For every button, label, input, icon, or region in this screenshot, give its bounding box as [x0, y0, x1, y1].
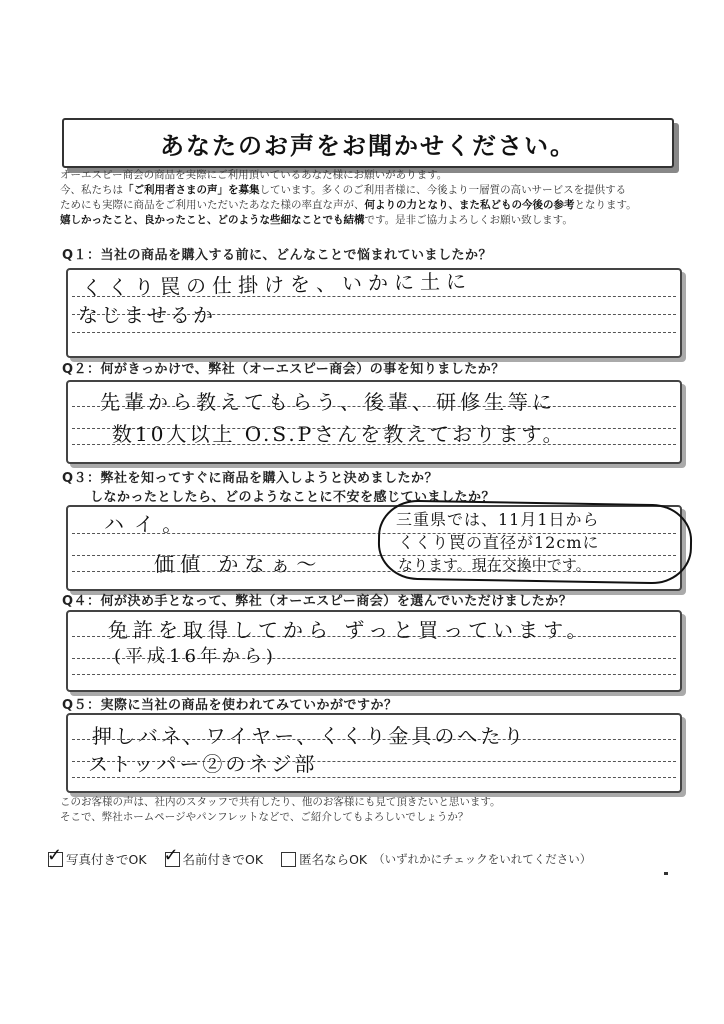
footer-line-1: このお客様の声は、社内のスタッフで共有したり、他のお客様にも見て頂きたいと思います。 — [60, 796, 501, 808]
stray-mark — [664, 872, 668, 875]
intro-line-4: 嬉しかったこと、良かったこと、どのような些細なことでも結構です。是非ご協力よろしくお願い致します。 — [60, 214, 573, 226]
photo-label: 写真付きでOK — [66, 852, 147, 867]
name-checkbox[interactable] — [163, 844, 180, 867]
q3-label-2: しなかったとしたら、どのようなことに不安を感じていましたか？ — [90, 490, 496, 505]
consent-note: （いずれかにチェックをいれてください） — [373, 852, 592, 866]
q1-answer-line-1: くくり罠の仕掛けを、いかに土に — [81, 269, 473, 300]
consent-photo[interactable] — [47, 844, 147, 868]
q2-label: Q２：何がきっかけで、弊社（オーエスピー商会）の事を知りましたか？ — [62, 362, 505, 377]
q2-answer-line-1: 先輩から教えてもらう、後輩、研修生等に — [100, 390, 556, 414]
intro-line-2: 今、私たちは「ご利用者さまの声」を募集しています。多くのご利用者様に、今後より一層質の高いサービスを提供する — [60, 184, 627, 196]
q4-label: Q４：何が決め手となって、弊社（オーエスピー商会）を選んでいただけましたか？ — [62, 594, 573, 609]
q3-note-line-1: 三重県では、11月1日から — [396, 510, 600, 529]
q4-answer-line-1: 免許を取得してから ずっと買っています。 — [108, 618, 592, 642]
q3-note-line-3: なります。現在交換中です。 — [398, 556, 591, 574]
q5-answer-line-2: ストッパー②のネジ部 — [88, 752, 318, 776]
q5-label: Q５：実際に当社の商品を使われてみていかがですか？ — [62, 698, 398, 713]
q5-answer-line-1: 押しバネ、ワイヤー、くくり金具のへたり — [92, 724, 527, 748]
form-title: あなたのお声をお聞かせください。 — [62, 118, 674, 168]
q1-label: Q１：当社の商品を購入する前に、どんなことで悩まれていましたか？ — [62, 248, 493, 263]
q3-answer-line-2: 価値 かなぁ〜 — [154, 552, 323, 576]
consent-options — [47, 844, 609, 868]
footer-text — [60, 795, 500, 825]
check-mark-icon: ✓ — [163, 844, 179, 866]
q1-answer-line-2: なじませるか — [78, 303, 216, 327]
footer-line-2: そこで、弊社ホームページやパンフレットなどで、ご紹介してもよろしいでしょうか？ — [60, 811, 469, 823]
intro-line-3: ためにも実際に商品をご利用いただいたあなた様の率直な声が、何よりの力となり、また私どもの今後の参考となります。 — [60, 199, 637, 211]
intro-line-1: オーエスピー商会の商品を実際にご利用頂いているあなた様にお願いがあります。 — [60, 169, 448, 181]
anon-checkbox[interactable] — [281, 852, 296, 867]
q4-answer-line-2: (平成16年から) — [114, 646, 277, 667]
intro-text — [60, 168, 680, 228]
check-mark-icon: ✓ — [47, 844, 63, 866]
name-label: 名前付きでOK — [182, 852, 264, 867]
q2-answer-line-2: 数10人以上 O.S.Pさんを教えております。 — [112, 422, 566, 446]
anon-label: 匿名ならOK — [299, 852, 368, 867]
q3-note-line-2: くくり罠の直径が12cmに — [398, 533, 600, 552]
consent-name[interactable] — [163, 844, 264, 868]
q3-label-1: Q３：弊社を知ってすぐに商品を購入しようと決めましたか？ — [62, 471, 439, 486]
q3-answer-line-1: ハイ。 — [104, 512, 193, 536]
consent-anonymous[interactable] — [281, 850, 591, 868]
photo-checkbox[interactable] — [47, 844, 63, 867]
